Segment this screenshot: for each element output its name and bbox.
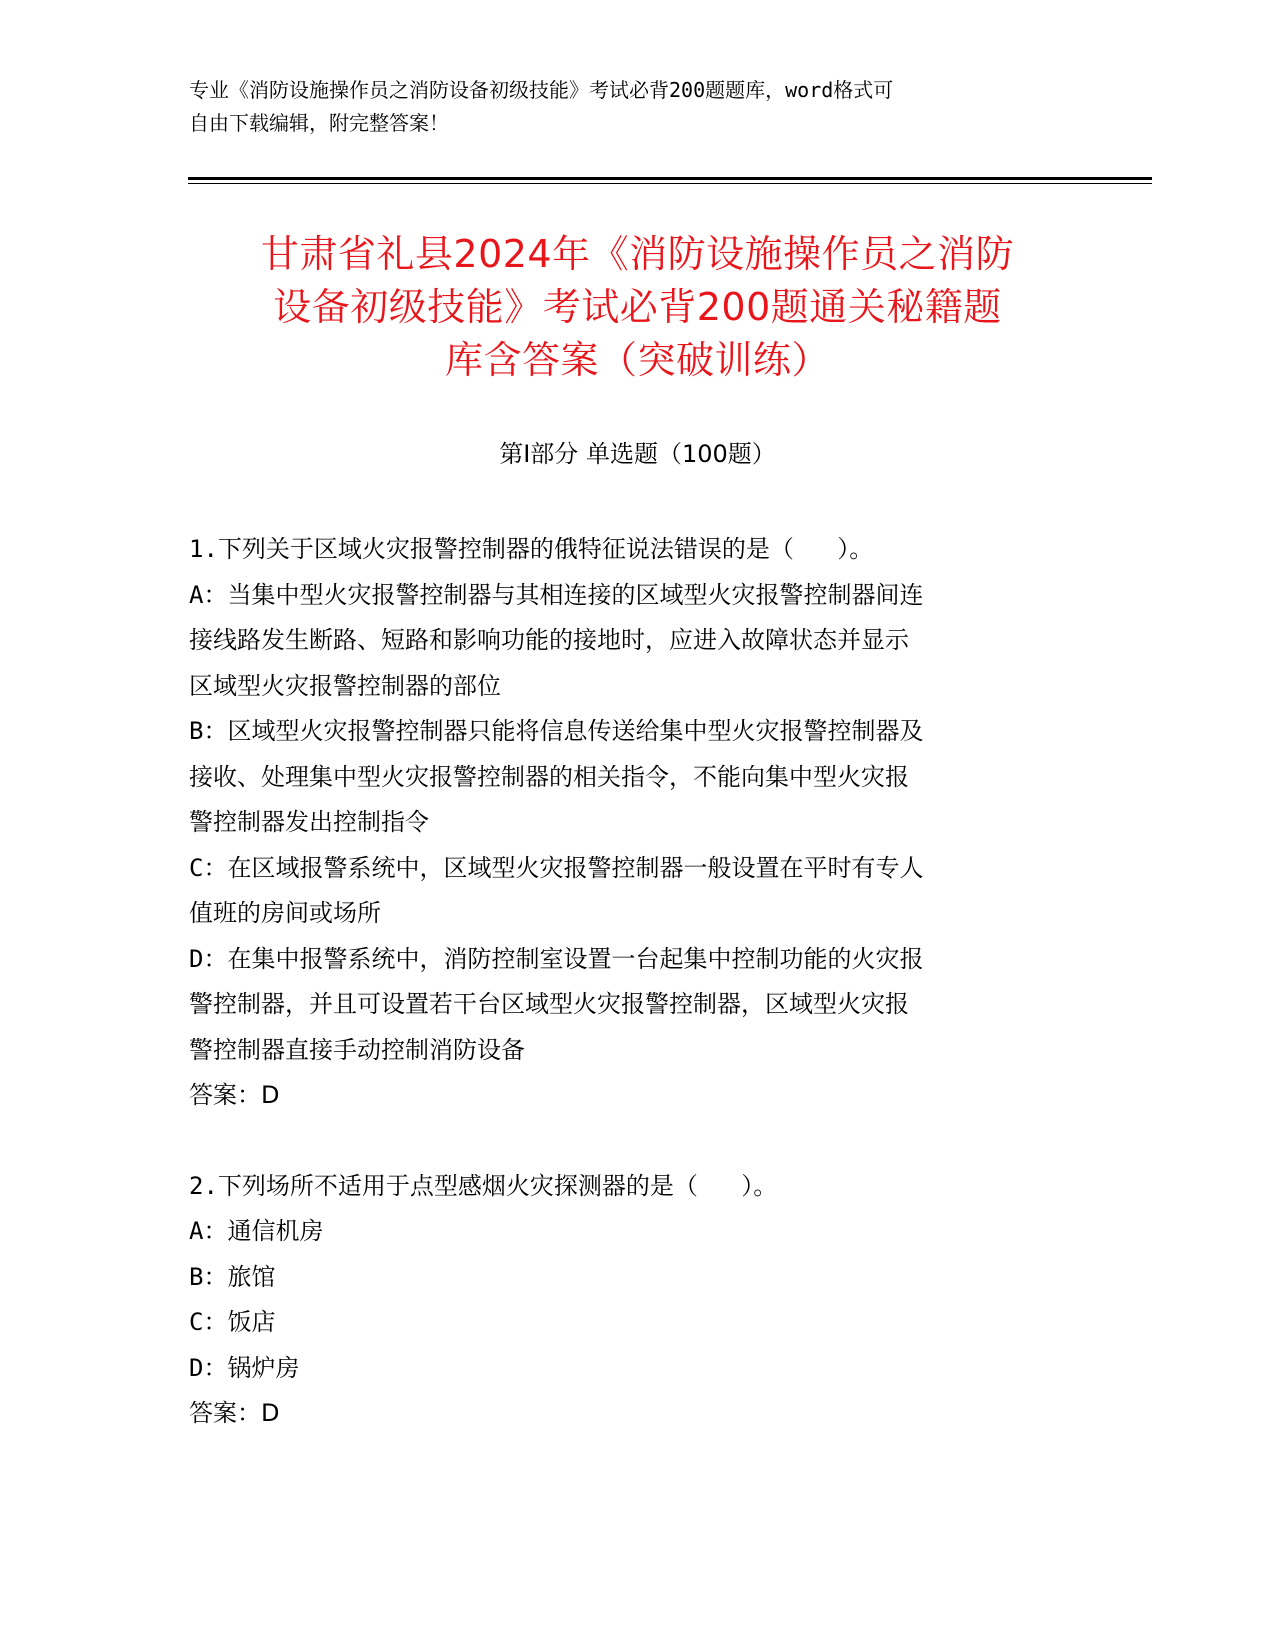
option-b: B：旅馆 (189, 1262, 276, 1291)
document-title-line-2: 设备初级技能》考试必背200题通关秘籍题 (273, 285, 1002, 329)
document-title-line-3: 库含答案（突破训练） (444, 338, 830, 382)
option-b-line-3: 警控制器发出控制指令 (189, 808, 429, 836)
question-stem: 2.下列场所不适用于点型感烟火灾探测器的是（ ）。 (189, 1171, 778, 1200)
header-rule-thick (188, 177, 1152, 180)
answer-line: 答案：D (189, 1399, 280, 1427)
question-2 (189, 1164, 1089, 1437)
option-b-line-2: 接收、处理集中型火灾报警控制器的相关指令，不能向集中型火灾报 (189, 762, 909, 791)
question-1 (189, 527, 1089, 1119)
option-a-line-3: 区域型火灾报警控制器的部位 (189, 671, 501, 700)
option-d-line-1: D：在集中报警系统中，消防控制室设置一台起集中控制功能的火灾报 (189, 944, 924, 973)
answer-line: 答案：D (189, 1081, 280, 1109)
header-rule-thin (188, 183, 1152, 184)
option-d-line-3: 警控制器直接手动控制消防设备 (189, 1035, 525, 1064)
option-a-line-2: 接线路发生断路、短路和影响功能的接地时，应进入故障状态并显示 (189, 626, 909, 654)
option-c: C：饭店 (189, 1308, 276, 1336)
option-c-line-2: 值班的房间或场所 (189, 899, 381, 927)
option-b-line-1: B：区域型火灾报警控制器只能将信息传送给集中型火灾报警控制器及 (189, 717, 924, 745)
option-d: D：锅炉房 (189, 1353, 300, 1382)
document-title-line-1: 甘肃省礼县2024年《消防设施操作员之消防 (260, 232, 1015, 276)
header-note-line-2: 自由下载编辑，附完整答案！ (189, 111, 449, 135)
section-heading: 第Ⅰ部分 单选题（100题） (499, 440, 776, 468)
option-c-line-1: C：在区域报警系统中，区域型火灾报警控制器一般设置在平时有专人 (189, 853, 924, 882)
question-spacer (189, 1119, 1089, 1164)
option-d-line-2: 警控制器，并且可设置若干台区域型火灾报警控制器，区域型火灾报 (189, 990, 909, 1018)
option-a: A：通信机房 (189, 1217, 324, 1245)
question-list (189, 527, 1089, 1437)
document-title (150, 228, 1125, 387)
question-stem: 1.下列关于区域火灾报警控制器的俄特征说法错误的是（ ）。 (189, 535, 874, 563)
header-note-line-1: 专业《消防设施操作员之消防设备初级技能》考试必背200题题库，word格式可 (189, 78, 894, 102)
option-a-line-1: A：当集中型火灾报警控制器与其相连接的区域型火灾报警控制器间连 (189, 580, 924, 609)
header-note (189, 74, 1089, 140)
